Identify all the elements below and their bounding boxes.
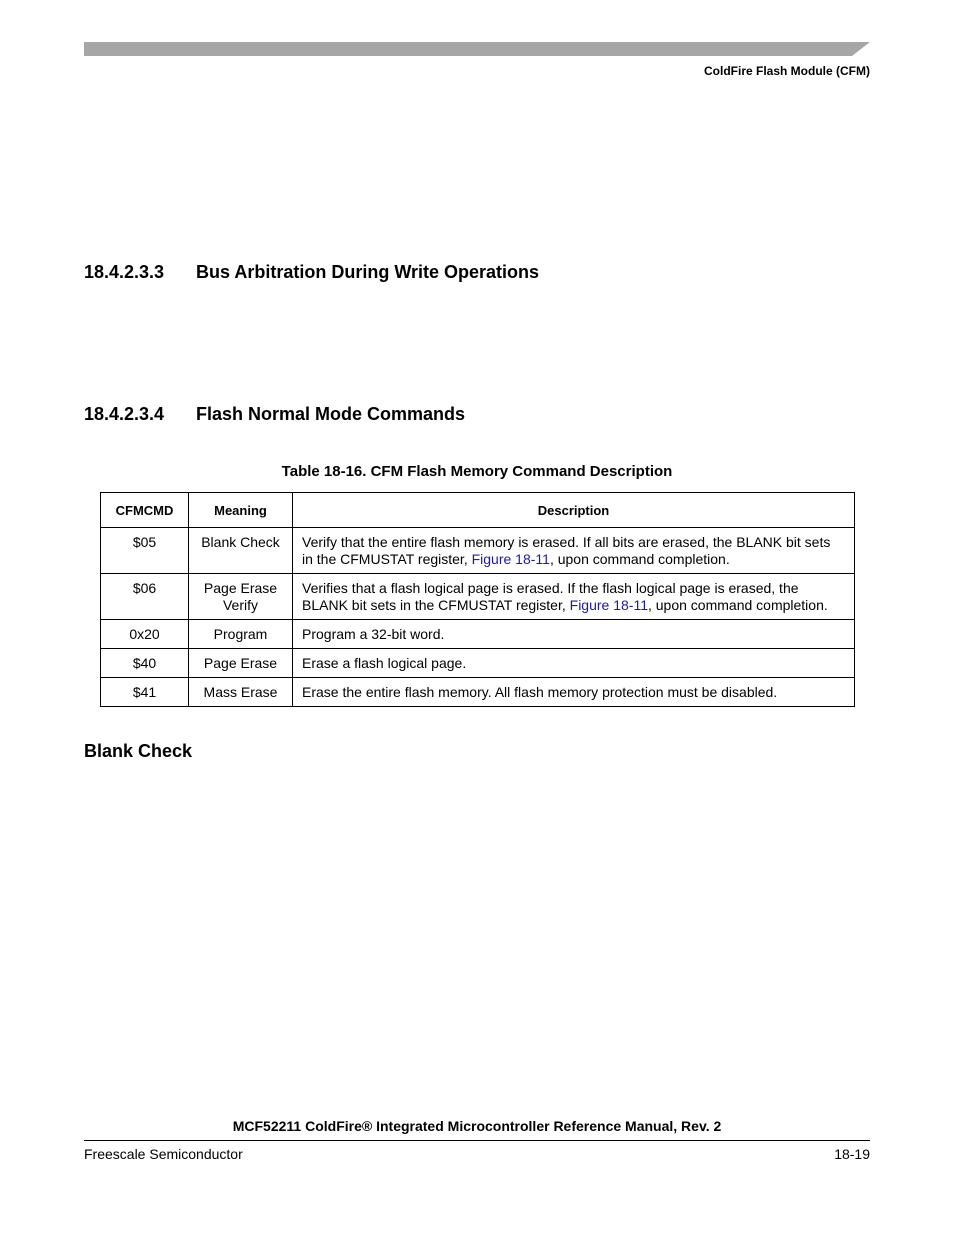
table-row xyxy=(101,620,855,649)
cell-meaning xyxy=(189,528,293,574)
cell-description xyxy=(293,620,855,649)
cell-cfmcmd: $06 xyxy=(101,574,189,620)
cell-cfmcmd: $40 xyxy=(101,649,189,678)
description-text: Program a 32-bit word. xyxy=(302,626,445,642)
cell-cfmcmd: $41 xyxy=(101,678,189,707)
description-text: , upon command completion. xyxy=(549,551,730,567)
command-table xyxy=(100,492,855,707)
cell-description xyxy=(293,649,855,678)
header-bar xyxy=(84,42,870,56)
page-number: 18-19 xyxy=(834,1146,870,1162)
footer-company: Freescale Semiconductor xyxy=(84,1146,243,1162)
table-row xyxy=(101,528,855,574)
cell-meaning xyxy=(189,574,293,620)
description-text: Erase a flash logical page. xyxy=(302,655,467,671)
subheading-blank-check: Blank Check xyxy=(84,741,193,761)
cell-description xyxy=(293,678,855,707)
section-number: 18.4.2.3.4 xyxy=(84,404,165,424)
figure-link[interactable]: Figure 18-11 xyxy=(471,551,550,567)
description-text: Verifies that a flash logical page is erased. If the flash logical page is erased, the BLANK bit sets in the CFMUSTAT register, xyxy=(302,580,799,613)
meaning-line: Blank Check xyxy=(201,534,280,550)
section-heading-normal-mode-commands xyxy=(84,404,465,425)
section-title: Bus Arbitration During Write Operations xyxy=(196,262,540,282)
table-header-row xyxy=(101,493,855,528)
meaning-line: Program xyxy=(213,626,268,642)
section-heading-bus-arbitration xyxy=(84,262,539,283)
meaning-line: Page Erase xyxy=(203,580,278,596)
table-row xyxy=(101,649,855,678)
figure-link[interactable]: Figure 18-11 xyxy=(569,597,648,613)
cell-description xyxy=(293,574,855,620)
meaning-line: Page Erase xyxy=(203,655,278,671)
cell-description xyxy=(293,528,855,574)
cell-cfmcmd: 0x20 xyxy=(101,620,189,649)
cell-meaning xyxy=(189,678,293,707)
table-row xyxy=(101,574,855,620)
section-title: Flash Normal Mode Commands xyxy=(196,404,466,424)
column-header-meaning: Meaning xyxy=(189,493,293,528)
cell-meaning xyxy=(189,649,293,678)
column-header-cfmcmd: CFMCMD xyxy=(101,493,189,528)
running-header-title: ColdFire Flash Module (CFM) xyxy=(704,64,870,78)
description-text: , upon command completion. xyxy=(647,597,828,613)
description-text: Verify that the entire flash memory is erased. If all bits are erased, the BLANK bit sets in the CFMUSTAT register, xyxy=(302,534,831,567)
description-text: Erase the entire flash memory. All flash memory protection must be disabled. xyxy=(302,684,778,700)
table-row xyxy=(101,678,855,707)
cell-cfmcmd: $05 xyxy=(101,528,189,574)
cell-meaning xyxy=(189,620,293,649)
table-caption: Table 18-16. CFM Flash Memory Command Description xyxy=(281,463,673,480)
meaning-line: Verify xyxy=(222,597,258,613)
footer-divider xyxy=(84,1140,870,1141)
footer-manual-title: MCF52211 ColdFire® Integrated Microcontroller Reference Manual, Rev. 2 xyxy=(232,1118,722,1134)
meaning-line: Mass Erase xyxy=(203,684,278,700)
column-header-description: Description xyxy=(293,493,855,528)
section-number: 18.4.2.3.3 xyxy=(84,262,165,282)
